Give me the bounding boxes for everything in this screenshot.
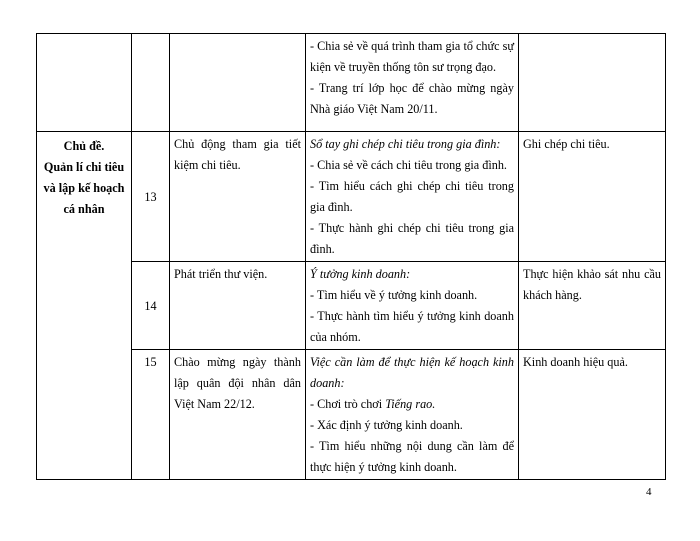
content-line: - Chia sẻ về cách chi tiêu trong gia đình. <box>310 158 507 172</box>
week-number: 15 <box>132 350 170 480</box>
theme-cell: Chủ động tham gia tiết kiệm chi tiêu. <box>170 132 306 262</box>
topic-line: Chủ đề. <box>63 139 105 153</box>
content-line: - Tìm hiểu cách ghi chép chi tiêu trong gia đình. <box>310 179 514 214</box>
table-row <box>37 350 666 480</box>
content-line: - Tìm hiểu những nội dung cần làm để thực hiện ý tưởng kinh doanh. <box>310 439 514 474</box>
content-heading: Việc cần làm để thực hiện kế hoạch kinh doanh: <box>310 355 514 390</box>
content-heading: Sổ tay ghi chép chi tiêu trong gia đình: <box>310 137 501 151</box>
content-cell <box>306 350 519 480</box>
page-number: 4 <box>646 486 652 498</box>
game-name: Tiếng rao. <box>385 397 436 411</box>
content-heading: Ý tưởng kinh doanh: <box>310 267 411 281</box>
topic-line: và lập kế hoạch <box>43 181 125 195</box>
game-prefix: - Chơi trò chơi <box>310 397 386 411</box>
week-number: 13 <box>132 132 170 262</box>
content-line: - Xác định ý tưởng kinh doanh. <box>310 418 463 432</box>
note-cell: Ghi chép chi tiêu. <box>519 132 666 262</box>
note-cell-empty <box>519 34 666 132</box>
content-line: - Thực hành tìm hiểu ý tưởng kinh doanh của nhóm. <box>310 309 514 344</box>
theme-cell: Phát triển thư viện. <box>170 262 306 350</box>
table-row <box>37 262 666 350</box>
content-line: - Tìm hiểu về ý tưởng kinh doanh. <box>310 288 478 302</box>
content-cell <box>306 262 519 350</box>
content-cell <box>306 34 519 132</box>
content-line <box>310 394 514 415</box>
theme-cell-empty <box>170 34 306 132</box>
theme-cell: Chào mừng ngày thành lập quân đội nhân dân Việt Nam 22/12. <box>170 350 306 480</box>
note-cell: Thực hiện khảo sát nhu cầu khách hàng. <box>519 262 666 350</box>
activity-plan-table <box>36 33 666 480</box>
content-line: - Trang trí lớp học để chào mừng ngày Nhà giáo Việt Nam 20/11. <box>310 81 514 116</box>
content-line: - Chia sẻ về quá trình tham gia tổ chức sự kiện về truyền thống tôn sư trọng đạo. <box>310 39 514 74</box>
table-row <box>37 132 666 262</box>
topic-line: cá nhân <box>63 202 105 216</box>
content-line: - Thực hành ghi chép chi tiêu trong gia đình. <box>310 221 514 256</box>
content-cell <box>306 132 519 262</box>
week-cell-empty <box>132 34 170 132</box>
topic-line: Quản lí chi tiêu <box>43 160 125 174</box>
table-row <box>37 34 666 132</box>
note-cell: Kinh doanh hiệu quả. <box>519 350 666 480</box>
topic-cell-empty <box>37 34 132 132</box>
topic-cell <box>37 132 132 480</box>
week-number: 14 <box>132 262 170 350</box>
